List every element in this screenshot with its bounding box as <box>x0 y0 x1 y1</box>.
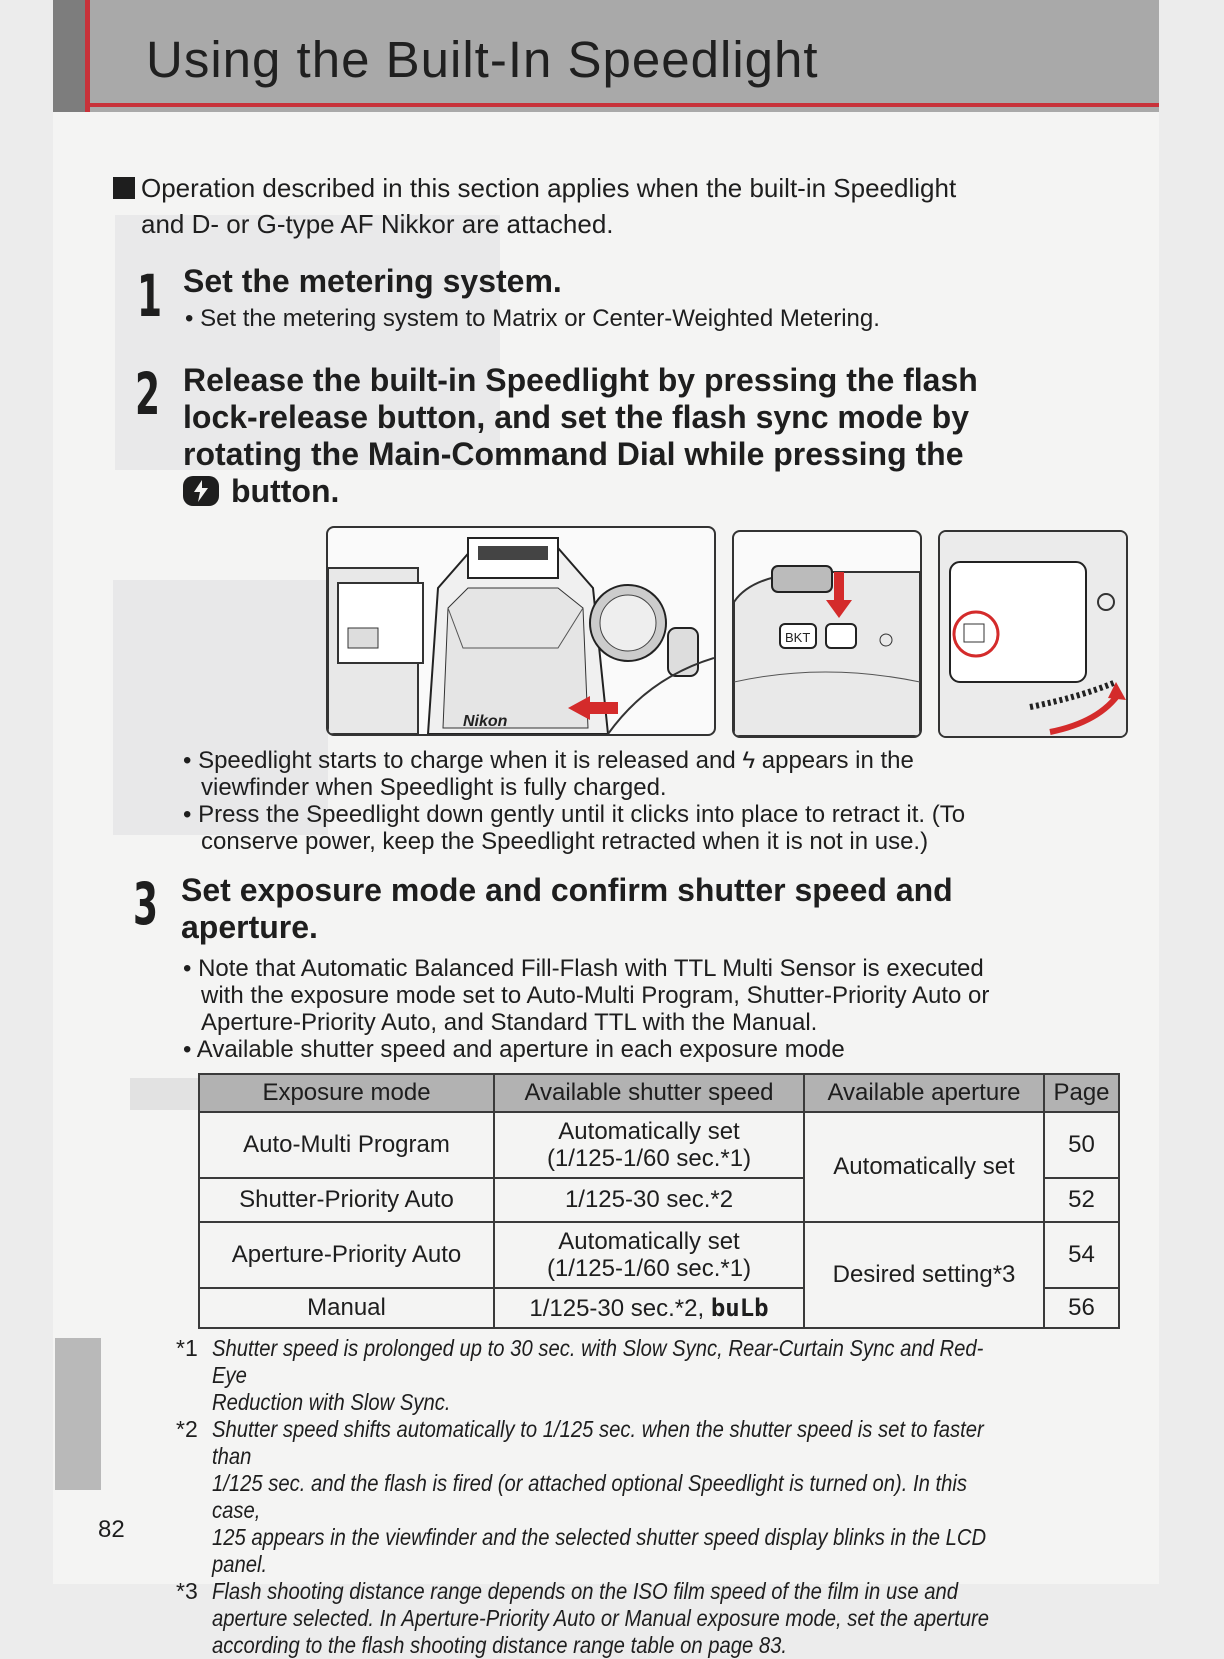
col-header-shutter-speed: Available shutter speed <box>494 1074 804 1112</box>
footnote-3 <box>176 1578 1126 1659</box>
step-1-title: Set the metering system. <box>183 263 562 299</box>
exposure-mode-table <box>198 1073 1120 1329</box>
step-number-3: 3 <box>133 870 159 938</box>
cell-mode: Shutter-Priority Auto <box>199 1178 494 1222</box>
footnote-line: Reduction with Slow Sync. <box>212 1389 451 1415</box>
footnote-marker: *1 <box>176 1335 198 1361</box>
camera-top-illustration <box>326 526 716 736</box>
step-2-title-line: Release the built-in Speedlight by pressing the flash <box>183 362 978 398</box>
side-index-tab <box>55 1338 101 1490</box>
step-3-bullet: • Available shutter speed and aperture in each exposure mode <box>183 1036 845 1063</box>
cell-mode: Manual <box>199 1288 494 1328</box>
footnote-line: 1/125 sec. and the flash is fired (or attached optional Speedlight is turned on). In this case, <box>212 1470 967 1523</box>
flash-button-illustration <box>732 530 922 738</box>
step-2-bullet-cont: viewfinder when Speedlight is fully charged. <box>201 774 667 801</box>
cell-mode: Auto-Multi Program <box>199 1112 494 1178</box>
col-header-aperture: Available aperture <box>804 1074 1044 1112</box>
header-accent-rule <box>85 103 1159 107</box>
step-3-bullet-cont: Aperture-Priority Auto, and Standard TTL with the Manual. <box>201 1009 818 1036</box>
viewfinder-illustration <box>938 530 1128 738</box>
cell-shutter: 1/125-30 sec.*2 <box>494 1178 804 1222</box>
footnote-2 <box>176 1416 1126 1578</box>
flash-button-drawing <box>734 532 920 736</box>
flash-button-icon <box>183 476 219 506</box>
cell-shutter <box>494 1288 804 1328</box>
step-3-bullet: • Note that Automatic Balanced Fill-Flash with TTL Multi Sensor is executed <box>183 955 984 982</box>
footnotes <box>176 1335 1126 1659</box>
cell-page: 54 <box>1044 1222 1119 1288</box>
footnote-1 <box>176 1335 1126 1416</box>
step-2-title-line: rotating the Main-Command Dial while pressing the <box>183 436 964 472</box>
cell-page: 50 <box>1044 1112 1119 1178</box>
step-3-title <box>181 872 953 946</box>
table-header-row <box>199 1074 1119 1112</box>
step-2-title-line: lock-release button, and set the flash sync mode by <box>183 399 969 435</box>
intro-paragraph <box>113 170 1133 242</box>
cell-shutter <box>494 1112 804 1178</box>
intro-line-1: Operation described in this section applies when the built-in Speedlight <box>141 173 957 203</box>
footnote-marker: *2 <box>176 1416 198 1442</box>
step-3-bullets <box>183 955 989 1063</box>
col-header-exposure-mode: Exposure mode <box>199 1074 494 1112</box>
step-1-bullets <box>185 305 880 332</box>
step-2-bullet: • Press the Speedlight down gently until it clicks into place to retract it. (To <box>183 801 966 828</box>
page-number: 82 <box>98 1516 125 1543</box>
footnote-line: Shutter speed is prolonged up to 30 sec. with Slow Sync, Rear-Curtain Sync and Red-Eye <box>212 1335 984 1388</box>
col-header-page: Page <box>1044 1074 1119 1112</box>
step-2-title-line: button. <box>231 473 340 509</box>
step-3-title-line: aperture. <box>181 909 318 945</box>
step-3-bullet-cont: with the exposure mode set to Auto-Multi Program, Shutter-Priority Auto or <box>201 982 990 1009</box>
cell-page: 56 <box>1044 1288 1119 1328</box>
square-bullet-icon <box>113 177 135 199</box>
footnote-marker: *3 <box>176 1578 198 1604</box>
page-title: Using the Built-In Speedlight <box>146 31 819 88</box>
intro-line-2: and D- or G-type AF Nikkor are attached. <box>141 209 614 239</box>
footnote-line: according to the flash shooting distance range table on page 83. <box>212 1632 788 1658</box>
cell-shutter-line: Automatically set <box>558 1228 740 1255</box>
step-number-1: 1 <box>137 262 163 330</box>
cell-aperture-auto: Automatically set <box>804 1112 1044 1222</box>
footnote-line: Shutter speed shifts automatically to 1/125 sec. when the shutter speed is set to faster than <box>212 1416 984 1469</box>
cell-shutter-text: 1/125-30 sec.*2, <box>529 1294 711 1322</box>
cell-shutter <box>494 1222 804 1288</box>
cell-shutter-line: (1/125-1/60 sec.*1) <box>546 1145 752 1172</box>
step-2-bullet-cont: conserve power, keep the Speedlight retracted when it is not in use.) <box>201 828 929 855</box>
cell-aperture-desired: Desired setting*3 <box>804 1222 1044 1328</box>
cell-mode: Aperture-Priority Auto <box>199 1222 494 1288</box>
table-row <box>199 1222 1119 1288</box>
step-2-bullets <box>183 747 965 855</box>
step-3-title-line: Set exposure mode and confirm shutter speed and <box>181 872 953 908</box>
footnote-line: 125 appears in the viewfinder and the selected shutter speed display blinks in the LCD panel. <box>212 1524 987 1577</box>
camera-top-drawing <box>328 528 714 734</box>
footnote-line: Flash shooting distance range depends on the ISO film speed of the film in use and <box>212 1578 958 1604</box>
bkt-label: BKT <box>785 630 811 645</box>
header-accent-vertical <box>85 0 90 112</box>
header-tab <box>53 0 85 112</box>
step-2-bullet: • Speedlight starts to charge when it is released and ϟ appears in the <box>183 747 914 774</box>
cell-page: 52 <box>1044 1178 1119 1222</box>
cell-shutter-line: (1/125-1/60 sec.*1) <box>546 1255 752 1282</box>
step-1-bullet: • Set the metering system to Matrix or Center-Weighted Metering. <box>185 305 880 332</box>
table-row <box>199 1112 1119 1178</box>
footnote-line: aperture selected. In Aperture-Priority Auto or Manual exposure mode, set the aperture <box>212 1605 990 1631</box>
step-2-title <box>183 362 978 510</box>
nikon-logo-text: Nikon <box>463 713 508 730</box>
bulb-lcd-text: buLb <box>710 1293 769 1322</box>
step-number-2: 2 <box>135 360 161 428</box>
cell-shutter-line: Automatically set <box>558 1118 740 1145</box>
viewfinder-drawing <box>940 532 1126 736</box>
